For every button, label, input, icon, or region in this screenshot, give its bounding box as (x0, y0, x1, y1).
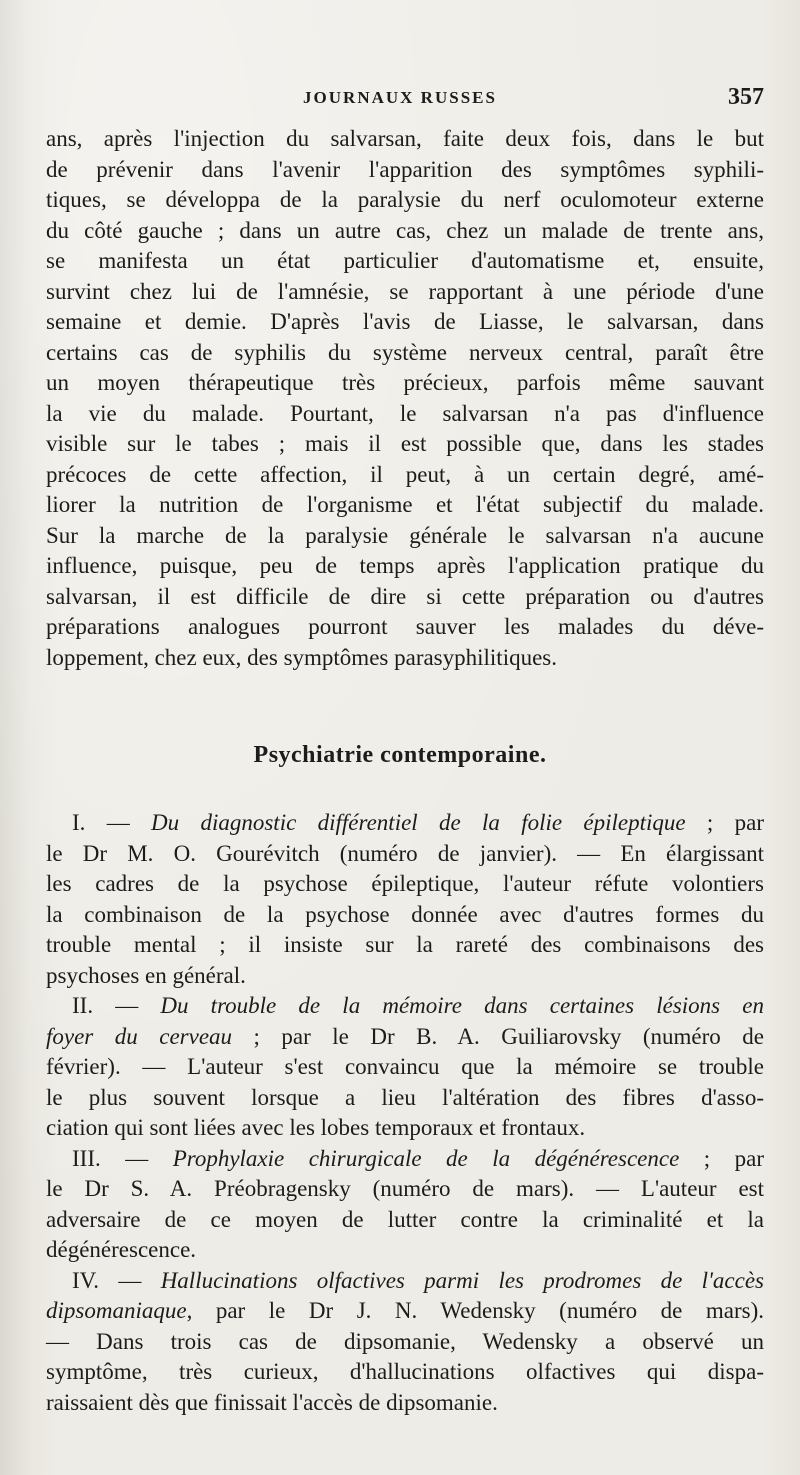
entry-line (46, 1144, 764, 1175)
entry-text: ; par (679, 1145, 764, 1171)
article-title: foyer du cerveau (46, 1023, 233, 1049)
paragraph-line: certains cas de syphilis du système nerveux central, paraît être (46, 339, 764, 365)
paragraph-line: loppement, chez eux, des symptômes parasyphilitiques. (46, 644, 557, 670)
article-title: Du trouble de la mémoire dans certaines lésions en (160, 993, 764, 1018)
entry-line: la combinaison de la psychose donnée avec d'autres formes du (46, 901, 764, 927)
paragraph-line: salvarsan, il est difficile de dire si cette préparation ou d'autres (46, 583, 764, 609)
entry-line (46, 991, 764, 1022)
entry-number: III. — (72, 1145, 173, 1171)
entry-line: ciation qui sont liées avec les lobes temporaux et frontaux. (46, 1115, 586, 1140)
entry-text: , par le Dr J. N. Wedensky (numéro de mars). (186, 1298, 764, 1323)
entry-text: ; par le Dr B. A. Guiliarovsky (numéro de (232, 1023, 764, 1049)
paragraph-line: la vie du malade. Pourtant, le salvarsan n'a pas d'influence (46, 400, 764, 426)
article-title: Du diagnostic différentiel de la folie épileptique (151, 810, 686, 835)
entry-line: adversaire de ce moyen de lutter contre la criminalité et la (46, 1206, 764, 1232)
entry-text: ; par (685, 810, 764, 835)
entry-number: II. — (72, 993, 161, 1018)
entry-line: raissaient dès que finissait l'accès de dipsomanie. (46, 1389, 498, 1415)
paragraph-line: préparations analogues pourront sauver les malades du déve- (46, 614, 764, 639)
entry-line: les cadres de la psychose épileptique, l'auteur réfute volontiers (46, 871, 764, 896)
entry-line (46, 808, 764, 839)
review-entries (46, 808, 764, 1418)
review-entry (46, 808, 764, 991)
paragraph-line: ans, après l'injection du salvarsan, faite deux fois, dans le but (46, 126, 764, 151)
paragraph-line: influence, puisque, peu de temps après l'application pratique du (46, 553, 764, 578)
entry-line (46, 1022, 764, 1053)
entry-line: psychoses en général. (46, 962, 246, 988)
paragraph-line: liorer la nutrition de l'organisme et l'état subjectif du malade. (46, 492, 764, 517)
entry-number: IV. — (72, 1267, 161, 1293)
entry-line: trouble mental ; il insiste sur la rareté des combinaisons des (46, 932, 764, 957)
entry-line (46, 1266, 764, 1297)
entry-line: le Dr M. O. Gourévitch (numéro de janvier). — En élargissant (46, 840, 764, 866)
paragraph-line: Sur la marche de la paralysie générale le salvarsan n'a aucune (46, 522, 764, 548)
review-entry (46, 991, 764, 1144)
paragraph-line: survint chez lui de l'amnésie, se rapportant à une période d'une (46, 278, 764, 304)
paragraph-line: de prévenir dans l'avenir l'apparition des symptômes syphili- (46, 156, 764, 182)
paragraph-line: du côté gauche ; dans un autre cas, chez un malade de trente ans, (46, 217, 764, 243)
entry-line: symptôme, très curieux, d'hallucinations olfactives qui dispa- (46, 1359, 764, 1384)
article-title: Prophylaxie chirurgicale de la dégénérescence (172, 1145, 680, 1171)
paragraph-line: se manifesta un état particulier d'automatisme et, ensuite, (46, 248, 764, 273)
review-entry (46, 1266, 764, 1419)
paragraph-line: tiques, se développa de la paralysie du nerf oculomoteur externe (46, 187, 764, 212)
paragraph-line: semaine et demie. D'après l'avis de Liasse, le salvarsan, dans (46, 309, 764, 334)
entry-line: le Dr S. A. Préobragensky (numéro de mars). — L'auteur est (46, 1176, 764, 1201)
entry-line: dégénérescence. (46, 1237, 197, 1262)
entry-line: — Dans trois cas de dipsomanie, Wedensky a observé un (46, 1328, 764, 1354)
paragraph-line: précoces de cette affection, il peut, à un certain degré, amé- (46, 461, 764, 487)
entry-number: I. — (72, 810, 152, 835)
paragraph-line: visible sur le tabes ; mais il est possible que, dans les stades (46, 431, 764, 456)
entry-line: le plus souvent lorsque a lieu l'altération des fibres d'asso- (46, 1084, 764, 1110)
article-title: Hallucinations olfactives parmi les prodromes de l'accès (160, 1267, 764, 1293)
entry-line: février). — L'auteur s'est convaincu que la mémoire se trouble (46, 1054, 764, 1079)
paragraph-line: un moyen thérapeutique très précieux, parfois même sauvant (46, 370, 764, 395)
section-heading: Psychiatrie contemporaine. (253, 742, 547, 768)
continued-paragraph (46, 124, 764, 673)
article-title: dipsomaniaque (46, 1298, 187, 1323)
entry-line (46, 1296, 764, 1327)
review-entry (46, 1144, 764, 1266)
running-head (0, 84, 800, 118)
page-number: 357 (728, 84, 764, 110)
running-title: JOURNAUX RUSSES (303, 88, 497, 107)
